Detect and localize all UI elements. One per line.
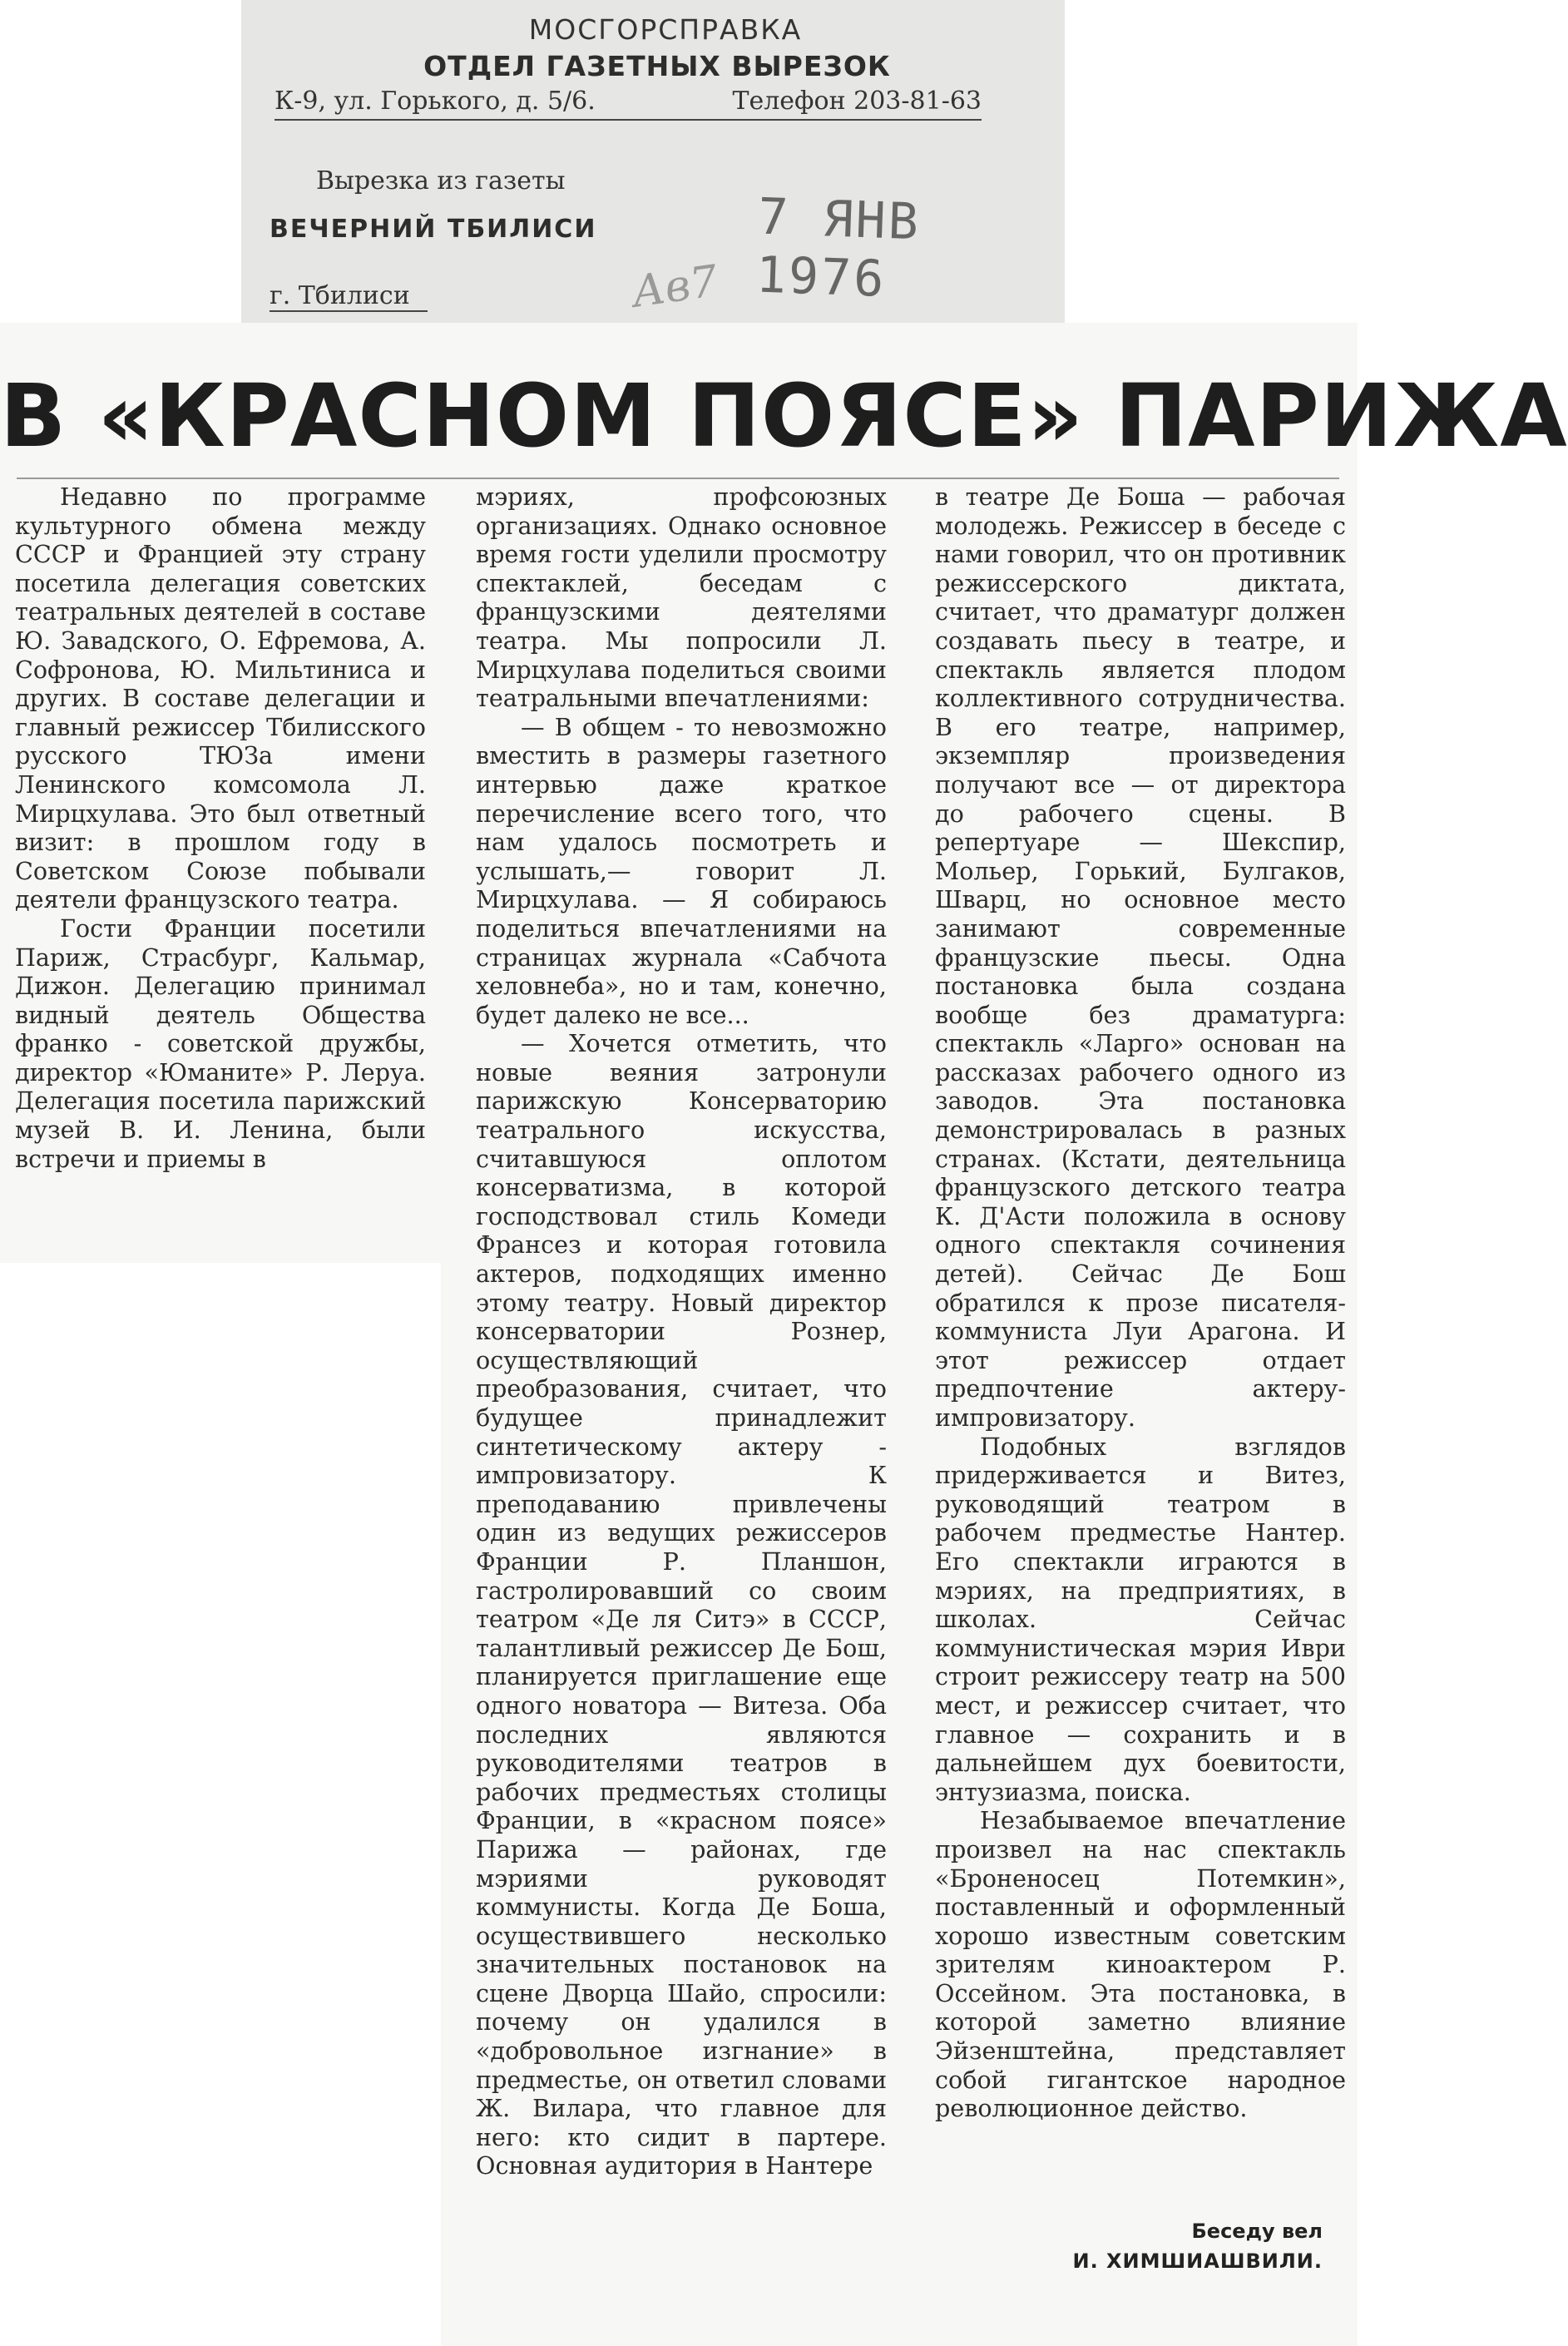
handwritten-mark: Ав7 [629, 256, 721, 318]
byline-label: Беседу вел [1191, 2220, 1323, 2243]
headline: В «КРАСНОМ ПОЯСЕ» ПАРИЖА [0, 365, 1568, 467]
org-name: МОСГОРСПРАВКА [528, 13, 803, 46]
paragraph: Подобных взглядов придерживается и Витез, руководящий театром в рабочем предместье Нантер. Его спектакли играются в мэриях, на предприятиях, в школах. Сейчас коммунистическая мэрия Иври строит режиссеру театр на 500 мест, и режиссер считает, что главное — сохранить и в дальнейшем дух боевитости, энтузиазма, поиска. [935, 1432, 1346, 1806]
department-name: ОТДЕЛ ГАЗЕТНЫХ ВЫРЕЗОК [423, 50, 891, 82]
paragraph: Гости Франции посетили Париж, Страсбург, Кальмар, Дижон. Делегацию принимал видный деятель Общества франко - советской дружбы, директор «Юманите» Р. Леруа. Делегация посетила парижский музей В. И. Ленина, были встречи и приемы в [15, 913, 426, 1173]
date-stamp: 7 ЯНВ 1976 [754, 187, 922, 309]
paragraph: мэриях, профсоюзных организациях. Однако основное время гости уделили просмотру спектаклей, беседам с французскими деятелями театра. Мы попросили Л. Мирцхулава поделиться своими театральными впечатлениями: [476, 483, 887, 713]
paragraph: Недавно по программе культурного обмена между СССР и Францией эту страну посетила делегация советских театральных деятелей в составе Ю. Завадского, О. Ефремова, А. Софронова, Ю. Мильтиниса и других. В составе делегации и главный режиссер Тбилисского русского ТЮЗа имени Ленинского комсомола Л. Мирцхулава. Это был ответный визит: в прошлом году в Советском Союзе побывали деятели французского театра. [15, 483, 426, 914]
column-1 [15, 483, 426, 1173]
paragraph: — В общем - то невозможно вместить в размеры газетного интервью даже краткое перечисление всего того, что нам удалось посмотреть и услышать,— говорит Л. Мирцхулава. — Я собираюсь поделиться впечатлениями на страницах журнала «Сабчота хеловнеба», но и там, конечно, будет далеко не все... [476, 712, 887, 1029]
newspaper-name: ВЕЧЕРНИЙ ТБИЛИСИ [270, 215, 597, 244]
paragraph: Незабываемое впечатление произвел на нас спектакль «Броненосец Потемкин», поставленный и оформленный хорошо известным советским зрителям киноактером Р. Оссейном. Эта постановка, в которой заметно влияние Эйзенштейна, представляет собой гигантское народное революционное действо. [935, 1806, 1346, 2123]
byline [1040, 2216, 1323, 2276]
headline-rule [17, 478, 1339, 479]
cut-label: Вырезка из газеты [316, 166, 566, 196]
address-line [275, 87, 982, 121]
newspaper-clipping [0, 323, 1568, 2346]
byline-name: И. ХИМШИАШВИЛИ. [1072, 2249, 1323, 2273]
paragraph: — Хочется отметить, что новые веяния затронули парижскую Консерваторию театрального искусства, считавшуюся оплотом консерватизма, в которой господствовал стиль Комеди Франсез и которая готовила актеров, подходящих именно этому театру. Новый директор консерватории Рознер, осуществляющий преобразования, считает, что будущее принадлежит синтетическому актеру - импровизатору. К преподаванию привлечены один из ведущих режиссеров Франции Р. Планшон, гастролировавший со своим театром «Де ля Ситэ» в СССР, талантливый режиссер Де Бош, планируется приглашение еще одного новатора — Витеза. Оба последних являются руководителями театров в рабочих предместьях столицы Франции, в «красном поясе» Парижа — районах, где мэриями руководят коммунисты. Когда Де Боша, осуществившего несколько значительных постановок на сцене Дворца Шайо, спросили: почему он удалился в «добровольное изгнание» в предместье, он ответил словами Ж. Вилара, что главное для него: кто сидит в партере. Основная аудитория в Нантере [476, 1029, 887, 2180]
address: К-9, ул. Горького, д. 5/6. [275, 87, 596, 116]
column-3 [935, 483, 1346, 2123]
column-2 [476, 483, 887, 2180]
clipping-service-slip [241, 0, 1065, 324]
phone: Телефон 203-81-63 [732, 87, 982, 116]
paragraph: в театре Де Боша — рабочая молодежь. Режиссер в беседе с нами говорил, что он противник режиссерского диктата, считает, что драматург должен создавать пьесу в театре, и спектакль является плодом коллективного сотрудничества. В его театре, например, экземпляр произведения получают все — от директора до рабочего сцены. В репертуаре — Шекспир, Мольер, Горький, Булгаков, Шварц, но основное место занимают современные французские пьесы. Одна постановка была создана вообще без драматурга: спектакль «Ларго» основан на рассказах рабочего одного из заводов. Эта постановка демонстрировалась в разных странах. (Кстати, деятельница французского детского театра К. Д'Асти положила в основу одного спектакля сочинения детей). Сейчас Де Бош обратился к прозе писателя-коммуниста Луи Арагона. И этот режиссер отдает предпочтение актеру-импровизатору. [935, 483, 1346, 1432]
city: г. Тбилиси [270, 281, 428, 312]
clipping-cut-area [0, 1263, 441, 2346]
